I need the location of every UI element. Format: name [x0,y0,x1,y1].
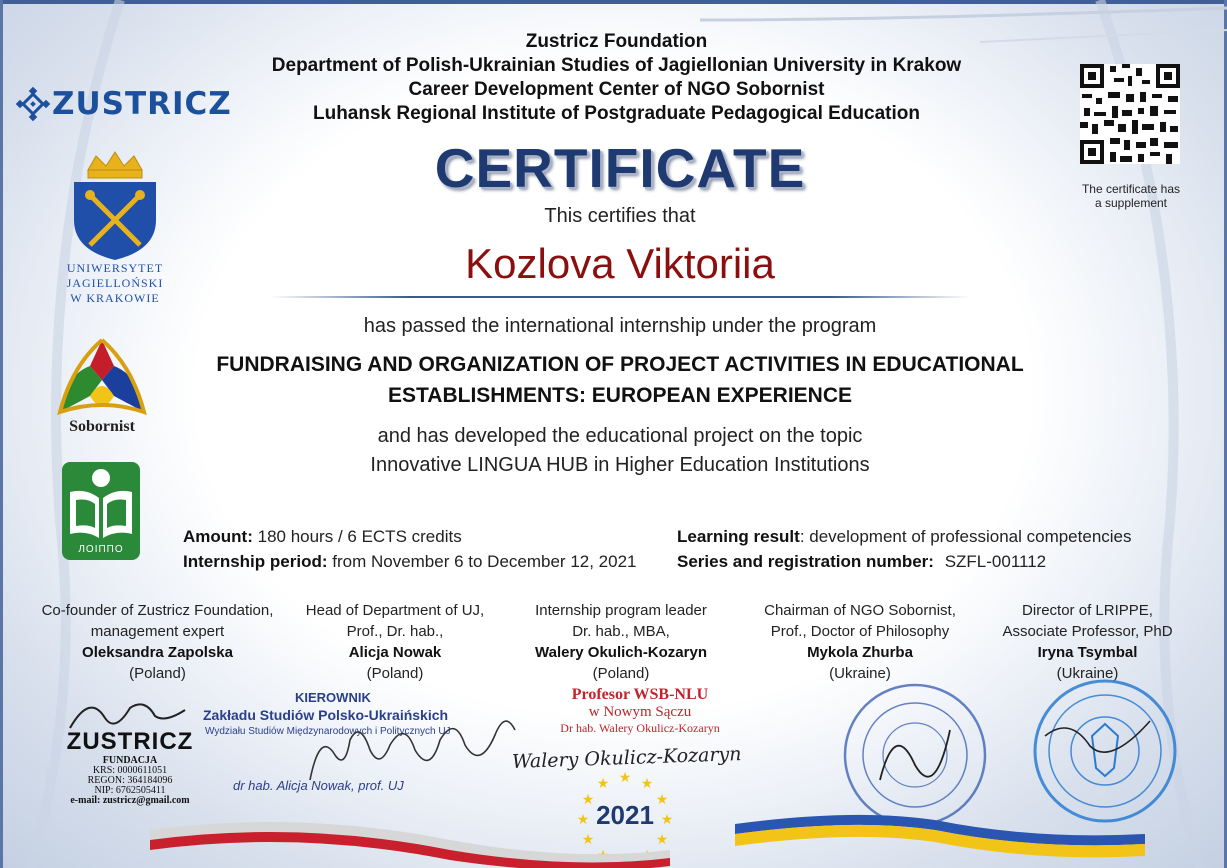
uj-crest-icon [60,150,170,262]
signatory-3 [510,600,732,684]
result-label: Learning result [677,527,800,546]
passed-text: has passed the international internship under the program [363,315,877,337]
qr-code [1080,64,1180,164]
signatory-role-line-2: Dr. hab., MBA, [572,623,670,640]
zustricz-stamp-line-1: FUNDACJA [102,755,158,766]
uj-stamp-line-1: KIEROWNIK [295,690,371,705]
zustricz-ornament-icon [14,86,54,122]
header-line-1: Zustricz Foundation [525,31,708,52]
signatory-role-line-1: Co-founder of Zustricz Foundation, [41,602,274,619]
signatory-1 [30,600,285,684]
signatory-name: Iryna Tsymbal [1037,644,1138,661]
signatory-country: (Poland) [366,665,424,682]
svg-text:★: ★ [660,811,674,827]
uj-name [45,261,185,306]
signatory-name: Oleksandra Zapolska [82,644,233,661]
signatory-name: Alicja Nowak [348,644,442,661]
loippo-name: ЛОІППО [78,544,124,555]
result-row [677,527,1132,547]
amount-row [183,527,462,547]
signatory-role-line-2: Associate Professor, PhD [1002,623,1173,640]
qr-code-icon [1080,64,1180,164]
signatory-role-line-1: Head of Department of UJ, [305,602,485,619]
zustricz-stamp-line-3: REGON: 364184096 [87,775,173,786]
certifies-text: This certifies that [544,205,696,227]
uj-stamp-line-2: Zakładu Studiów Polsko-Ukraińskich [203,707,449,723]
series-value: SZFL-001112 [944,552,1047,571]
uj-stamp-line-4: dr hab. Alicja Nowak, prof. UJ [233,778,404,793]
certificate-title: CERTIFICATE [434,137,806,199]
signatory-country: (Poland) [129,665,186,682]
period-value: from November 6 to December 12, 2021 [332,552,637,571]
series-row [677,552,1046,572]
header-line-2: Department of Polish-Ukrainian Studies of Jagiellonian University in Krakow [271,55,962,76]
header-line-3: Career Development Center of NGO Sobornist [408,79,825,100]
loippo-logo [62,462,140,560]
uj-line-3: W KRAKOWIE [70,291,160,305]
svg-text:★: ★ [655,831,669,847]
zustricz-stamp [50,728,210,806]
qr-caption-line-1: The certificate has [1081,182,1181,196]
amount-label: Amount: [183,527,253,546]
signatory-country: (Poland) [592,665,650,682]
uj-logo [60,150,170,310]
sobornist-name: Sobornist [69,418,135,435]
period-label: Internship period: [183,552,328,571]
svg-text:★: ★ [655,791,669,807]
signatory-2 [290,600,500,684]
signatory-5 [990,600,1185,684]
signatory-role-line-1: Director of LRIPPE, [1022,602,1153,619]
signatory-name: Walery Okulich-Kozaryn [535,644,707,661]
polish-flag-ribbon [150,800,670,868]
svg-text:★: ★ [596,775,610,791]
zustricz-stamp-line-5: e-mail: zustricz@gmail.com [70,795,190,806]
result-value: : development of professional competencies [799,527,1132,546]
uj-stamp-line-3: Wydziału Studiów Międzynarodowych i Politycznych UJ [205,726,451,737]
uj-line-2: JAGIELLOŃSKI [66,276,164,290]
signatory-country: (Ukraine) [829,665,891,682]
program-title-line-2: ESTABLISHMENTS: EUROPEAN EXPERIENCE [388,384,852,407]
wsb-stamp [530,686,750,736]
period-row [183,552,637,572]
header-line-4: Luhansk Regional Institute of Postgraduate Pedagogical Education [312,103,921,124]
svg-text:★: ★ [576,811,590,827]
signatory-role-line-2: Prof., Doctor of Philosophy [770,623,950,640]
zustricz-logo [14,86,232,122]
amount-value: 180 hours / 6 ECTS credits [257,527,462,546]
program-title-line-1: FUNDRAISING AND ORGANIZATION OF PROJECT ACTIVITIES IN EDUCATIONAL [216,353,1024,376]
signatory-role-line-2: management expert [90,623,225,640]
wsb-stamp-line-3: Dr hab. Walery Okulicz-Kozaryn [560,721,720,735]
signatory-role-line-2: Prof., Dr. hab., [346,623,444,640]
signatory-4 [745,600,975,684]
qr-caption-line-2: a supplement [1094,196,1168,210]
signatory-role-line-1: Chairman of NGO Sobornist, [764,602,956,619]
zustricz-stamp-line-2: KRS: 0000611051 [92,765,168,776]
svg-text:★: ★ [581,791,595,807]
svg-text:★: ★ [581,831,595,847]
signatory-role-line-1: Internship program leader [535,602,707,619]
svg-text:★: ★ [640,775,654,791]
wsb-stamp-line-2: w Nowym Sączu [588,704,692,720]
developed-text: and has developed the educational project on the topic [377,425,863,447]
sobornist-emblem-icon [52,336,152,418]
wsb-stamp-line-1: Profesor WSB-NLU [571,686,709,703]
nowak-signature [290,700,530,790]
sobornist-logo [52,336,152,440]
okulich-kozaryn-signature: Walery Okulicz-Kozaryn [511,743,742,774]
zustricz-wordmark: ZUSTRICZ [52,86,232,122]
zustricz-stamp-title: ZUSTRICZ [66,728,194,755]
name-underline [270,296,970,298]
zustricz-stamp-line-4: NIP: 6762505411 [94,785,166,796]
recipient-name: Kozlova Viktoriia [465,240,775,287]
qr-caption [1066,182,1196,210]
year-label: 2021 [596,800,654,830]
ukrainian-flag-ribbon [735,800,1145,868]
svg-text:★: ★ [618,769,632,785]
uj-line-1: UNIWERSYTET [66,261,164,275]
signatory-name: Mykola Zhurba [807,644,913,661]
project-topic: Innovative LINGUA HUB in Higher Education Institutions [370,454,870,476]
series-label: Series and registration number: [677,552,934,571]
signatory-country: (Ukraine) [1056,665,1119,682]
